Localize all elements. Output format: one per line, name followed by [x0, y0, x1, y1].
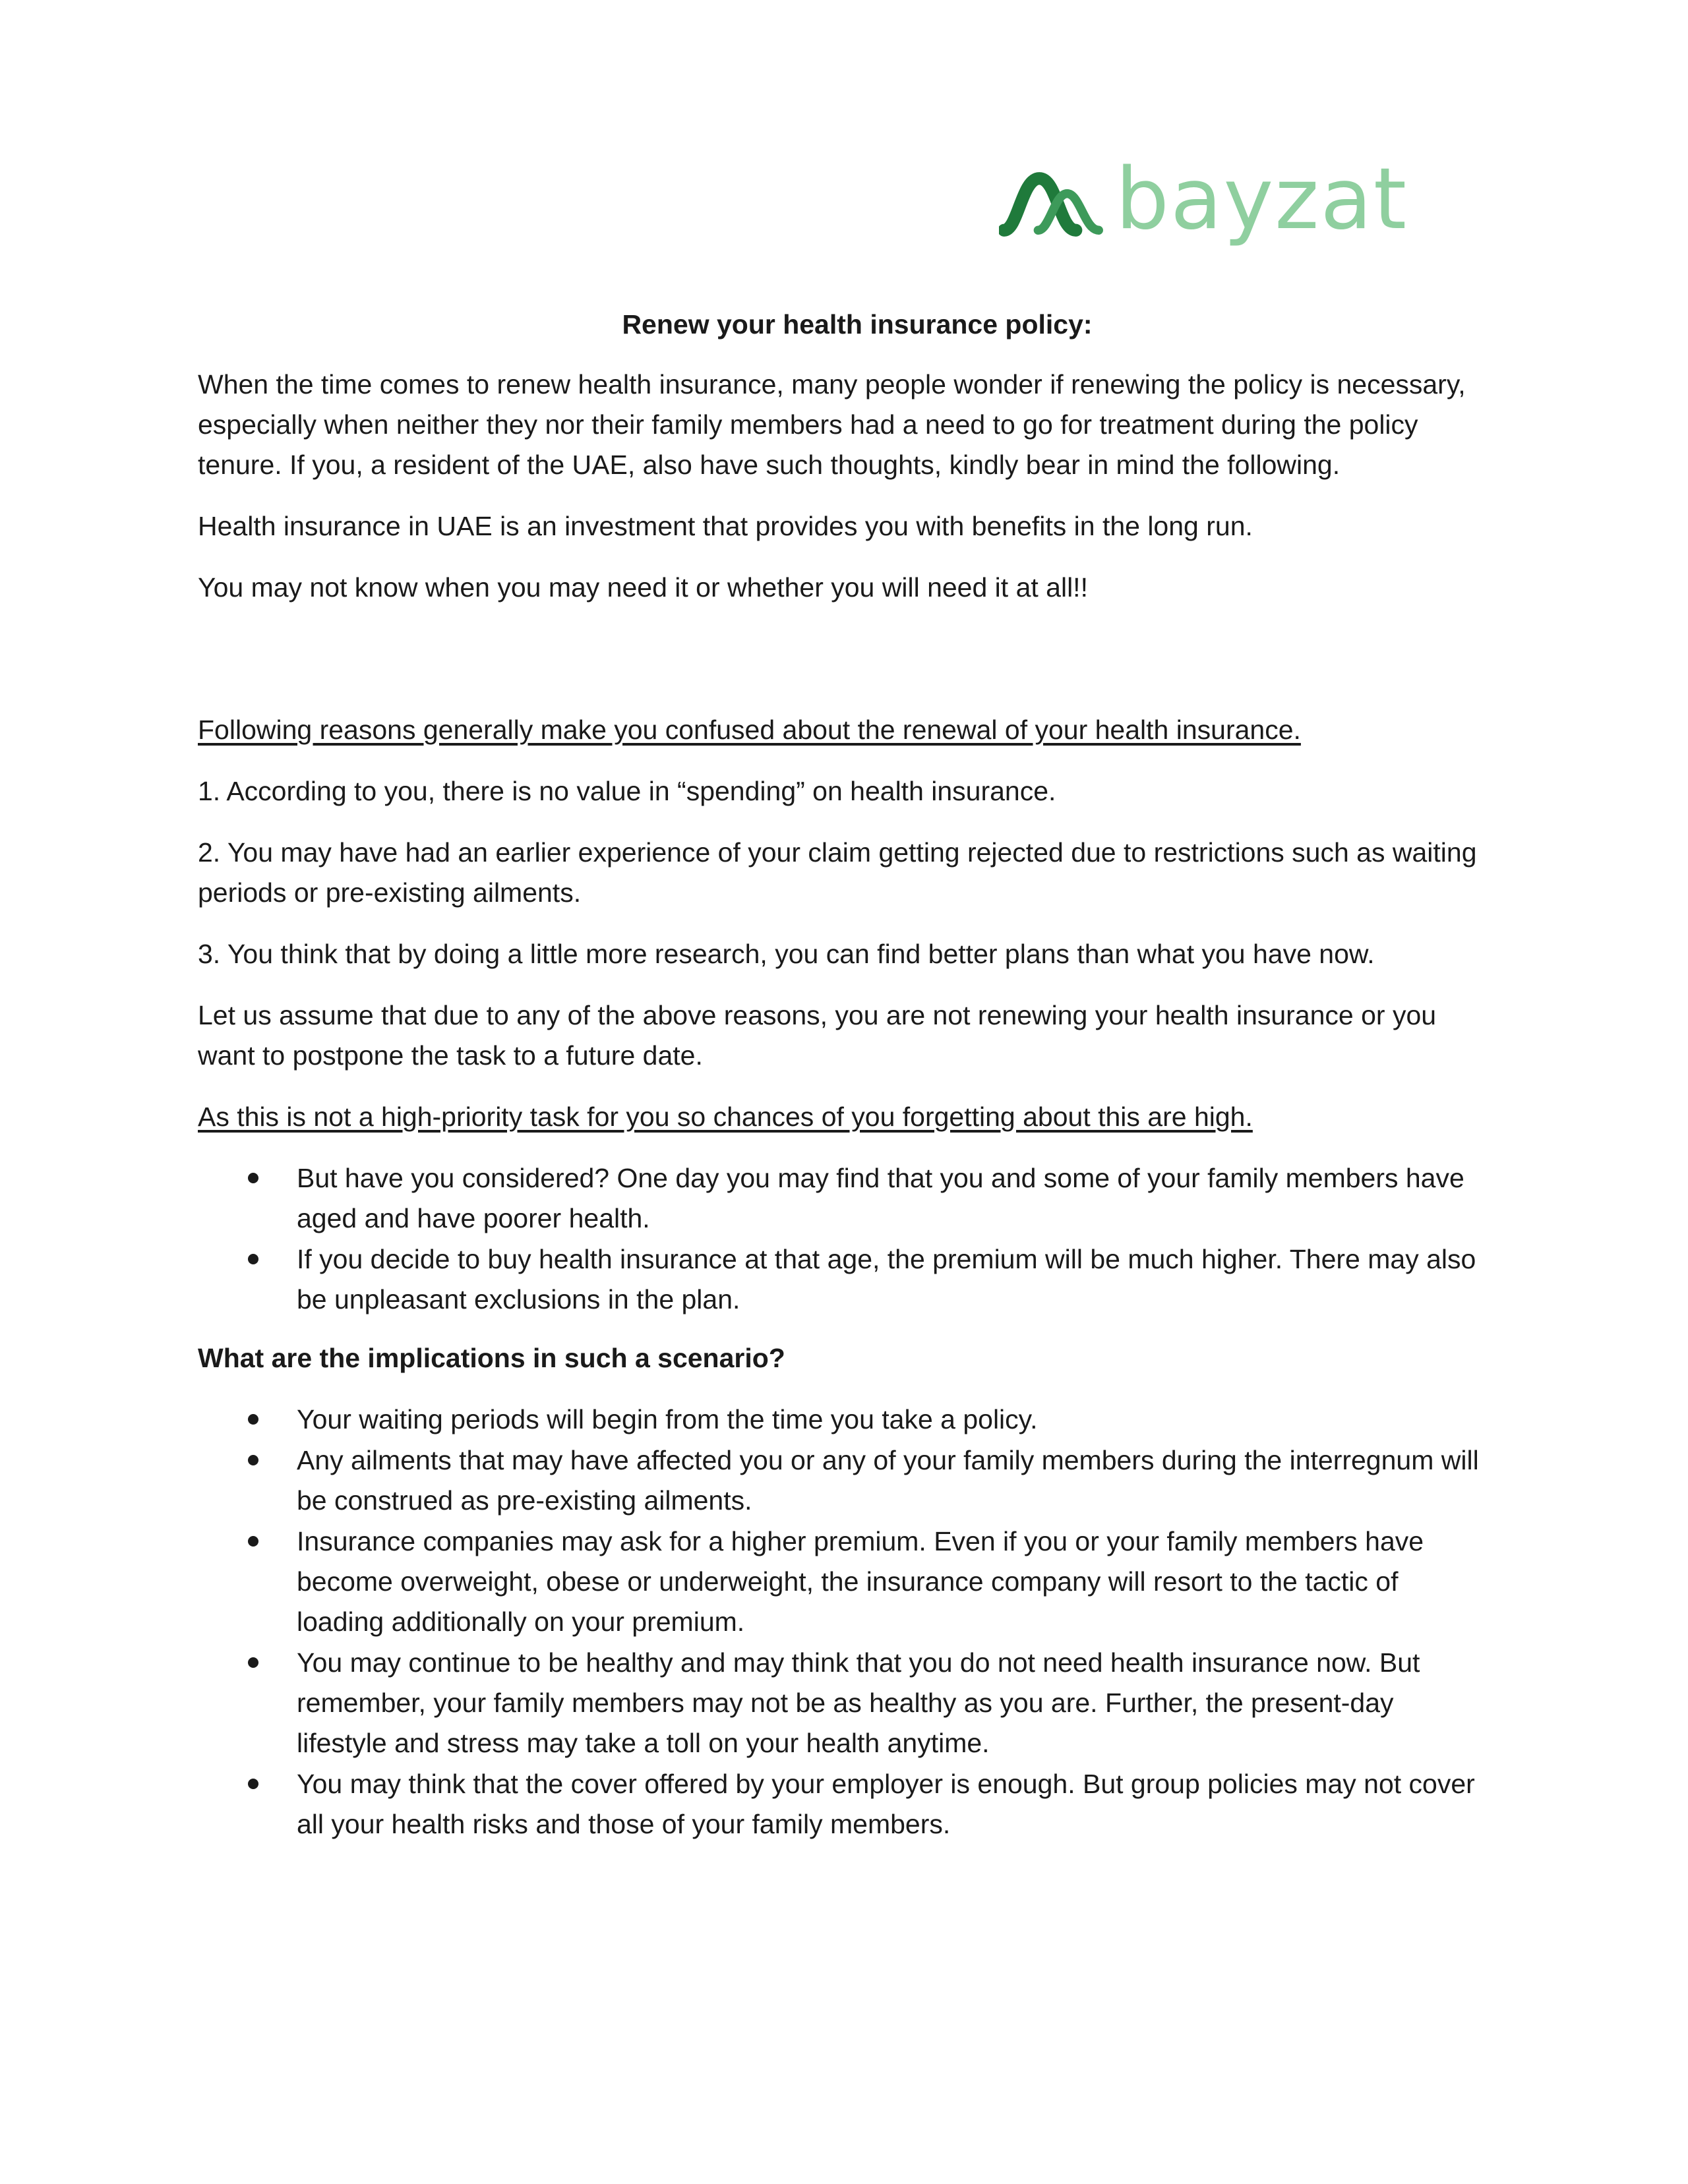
bayzat-wordmark: bayzat	[1115, 150, 1408, 249]
implications-heading: What are the implications in such a scenario?	[198, 1343, 785, 1373]
list-item-text: Any ailments that may have affected you or any of your family members during the interregnum will be construed as pre-existing ailments.	[297, 1445, 1479, 1516]
list-item-text: But have you considered? One day you may find that you and some of your family members have aged and have poorer health.	[297, 1163, 1464, 1233]
list-item-text: Insurance companies may ask for a higher premium. Even if you or your family members have become overweight, obese or underweight, the insurance company will resort to the tactic of loading additionally on your premium.	[297, 1526, 1424, 1637]
document-body	[198, 305, 1490, 1863]
blank-space	[198, 629, 1490, 710]
implications-list	[198, 1400, 1490, 1845]
list-item	[198, 1764, 1490, 1845]
bullet-icon	[248, 1414, 258, 1425]
bullet-icon	[248, 1657, 258, 1668]
bayzat-logo	[999, 150, 1408, 254]
intro-paragraph: Health insurance in UAE is an investment that provides you with benefits in the long run.	[198, 511, 1253, 541]
list-item	[198, 1440, 1490, 1521]
list-item-text: You may continue to be healthy and may think that you do not need health insurance now. But remember, your family members may not be as healthy as you are. Further, the present-day lifestyle and stress may take a toll on your health anytime.	[297, 1647, 1420, 1758]
intro-paragraph: When the time comes to renew health insurance, many people wonder if renewing the policy is necessary, especially when neither they nor their family members had a need to go for treatment during the policy tenure. If you, a resident of the UAE, also have such thoughts, kindly bear in mind the following.	[198, 369, 1466, 480]
list-item	[198, 1400, 1490, 1440]
list-item	[198, 1239, 1490, 1320]
bullet-icon	[248, 1173, 258, 1183]
reasons-heading: Following reasons generally make you confused about the renewal of your health insurance.	[198, 715, 1301, 745]
intro-paragraph: You may not know when you may need it or whether you will need it at all!!	[198, 572, 1088, 603]
priority-statement: As this is not a high-priority task for you so chances of you forgetting about this are high.	[198, 1102, 1253, 1132]
page-title: Renew your health insurance policy:	[622, 309, 1093, 339]
bullet-icon	[248, 1455, 258, 1465]
bullet-icon	[248, 1254, 258, 1264]
assume-paragraph: Let us assume that due to any of the above reasons, you are not renewing your health insurance or you want to postpone the task to a future date.	[198, 1000, 1437, 1071]
list-item	[198, 1521, 1490, 1642]
bayzat-wave-logo-icon	[999, 168, 1106, 241]
list-item	[198, 1643, 1490, 1763]
list-item-text: You may think that the cover offered by your employer is enough. But group policies may not cover all your health risks and those of your family members.	[297, 1769, 1475, 1839]
bullet-icon	[248, 1536, 258, 1547]
consider-list	[198, 1158, 1490, 1320]
list-item-text: Your waiting periods will begin from the time you take a policy.	[297, 1404, 1038, 1434]
list-item-text: If you decide to buy health insurance at that age, the premium will be much higher. There may also be unpleasant exclusions in the plan.	[297, 1244, 1476, 1314]
reason-item: 2. You may have had an earlier experience of your claim getting rejected due to restrictions such as waiting periods or pre-existing ailments.	[198, 837, 1477, 908]
list-item	[198, 1158, 1490, 1239]
bullet-icon	[248, 1779, 258, 1789]
reason-item: 1. According to you, there is no value in “spending” on health insurance.	[198, 776, 1056, 806]
reason-item: 3. You think that by doing a little more research, you can find better plans than what you have now.	[198, 939, 1375, 969]
